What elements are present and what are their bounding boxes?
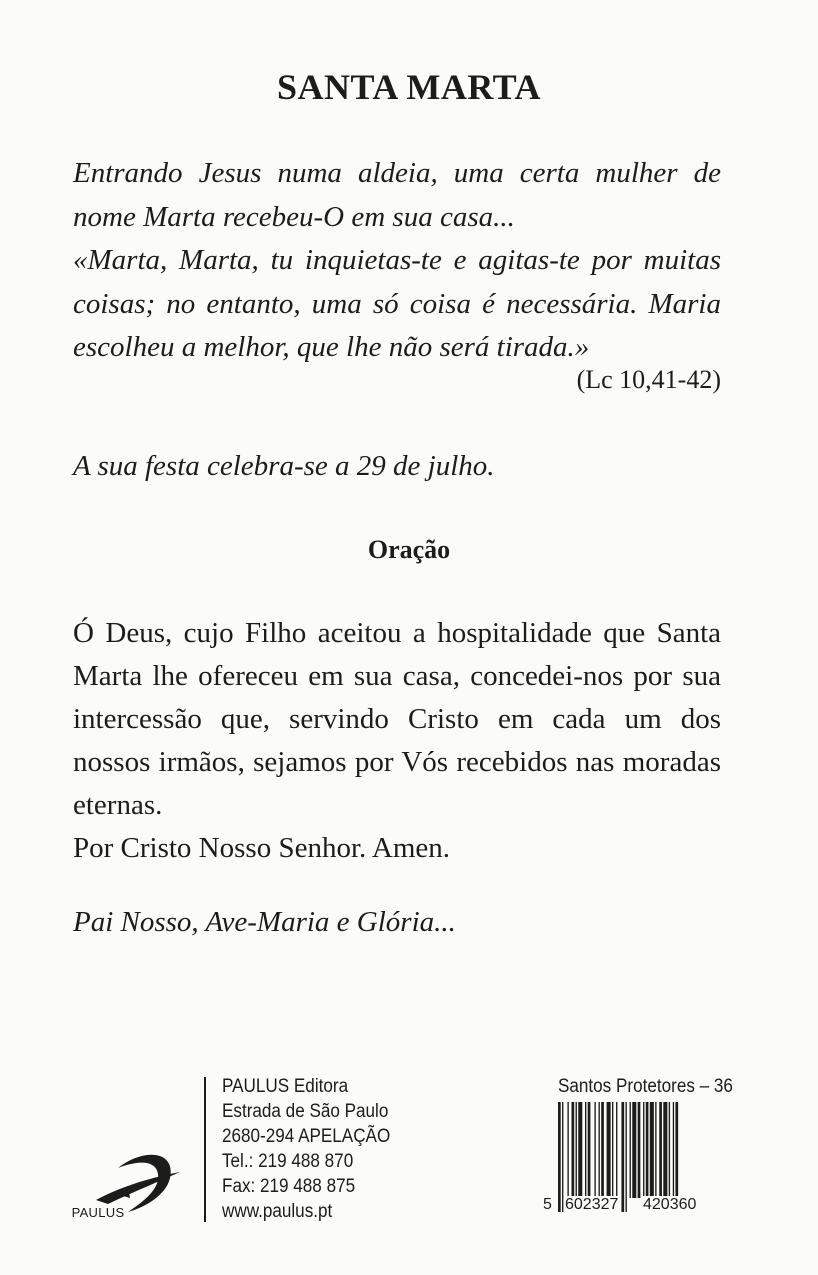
closing-prayers: Pai Nosso, Ave-Maria e Glória... [73, 906, 456, 938]
prayer-heading: Oração [367, 535, 451, 564]
barcode-bar [578, 1102, 582, 1198]
barcode-bar [659, 1102, 662, 1198]
barcode-bar [630, 1102, 631, 1198]
prayer-text: Ó Deus, cujo Filho aceitou a hospitalidade que Santa Marta lhe ofereceu em sua casa, concedei-nos por sua intercessão que, servindo Cristo em cada um dos nossos irmãos, sejamos por Vós recebidos nas moradas eternas. [73, 617, 721, 821]
publisher-fax: Fax: 219 488 875 [222, 1176, 356, 1197]
barcode-bar [576, 1102, 577, 1198]
barcode-bar [646, 1102, 649, 1198]
barcode-bar [663, 1102, 667, 1198]
barcode-bar [650, 1102, 654, 1198]
barcode-bar [643, 1102, 644, 1198]
barcode-bar [621, 1102, 624, 1212]
footer-divider [204, 1077, 206, 1222]
barcode-bar [601, 1102, 604, 1198]
prayer-body [73, 612, 721, 870]
publisher-phone: Tel.: 219 488 870 [222, 1151, 354, 1172]
prayer-ending: Por Cristo Nosso Senhor. Amen. [73, 832, 451, 864]
feast-day-text: A sua festa celebra-se a 29 de julho. [73, 450, 495, 482]
gospel-quote [73, 152, 721, 370]
barcode-bar [632, 1102, 636, 1198]
publisher-postal: 2680-294 APELAÇÃO [222, 1126, 391, 1147]
barcode-bar [585, 1102, 586, 1198]
publisher-name: PAULUS Editora [222, 1076, 349, 1097]
barcode-first-digit: 5 [543, 1196, 552, 1213]
publisher-address [222, 1074, 456, 1224]
barcode-bar [612, 1102, 613, 1198]
publisher-street: Estrada de São Paulo [222, 1101, 389, 1122]
quote-paragraph-intro: Entrando Jesus numa aldeia, uma certa mulher de nome Marta recebeu-O em sua casa... [73, 157, 721, 233]
barcode-bar [588, 1102, 591, 1198]
barcode-bar [594, 1102, 595, 1198]
publisher-website: www.paulus.pt [222, 1201, 333, 1222]
paulus-logo-label: PAULUS [71, 1205, 125, 1220]
barcode-bar [638, 1102, 641, 1198]
barcode-bar [655, 1102, 656, 1198]
page-title: SANTA MARTA [277, 67, 541, 107]
barcode-bar [558, 1102, 561, 1212]
barcode-left-group: 602327 [565, 1196, 619, 1213]
barcode-bar [626, 1102, 627, 1212]
barcode-bar [616, 1102, 617, 1198]
quote-paragraph-words: «Marta, Marta, tu inquietas-te e agitas-te por muitas coisas; no entanto, uma só coisa é necessária. Maria escolheu a melhor, que lhe não será tirada.» [73, 244, 721, 363]
barcode-bar [607, 1102, 611, 1198]
quote-reference: (Lc 10,41-42) [576, 365, 721, 394]
barcode-bar [669, 1102, 670, 1198]
barcode-bar [673, 1102, 674, 1198]
barcode-bar [599, 1102, 600, 1198]
series-label: Santos Protetores – 36 [558, 1076, 733, 1097]
barcode-right-group: 420360 [643, 1196, 697, 1213]
barcode-bar [572, 1102, 575, 1198]
barcode-bar [567, 1102, 568, 1198]
